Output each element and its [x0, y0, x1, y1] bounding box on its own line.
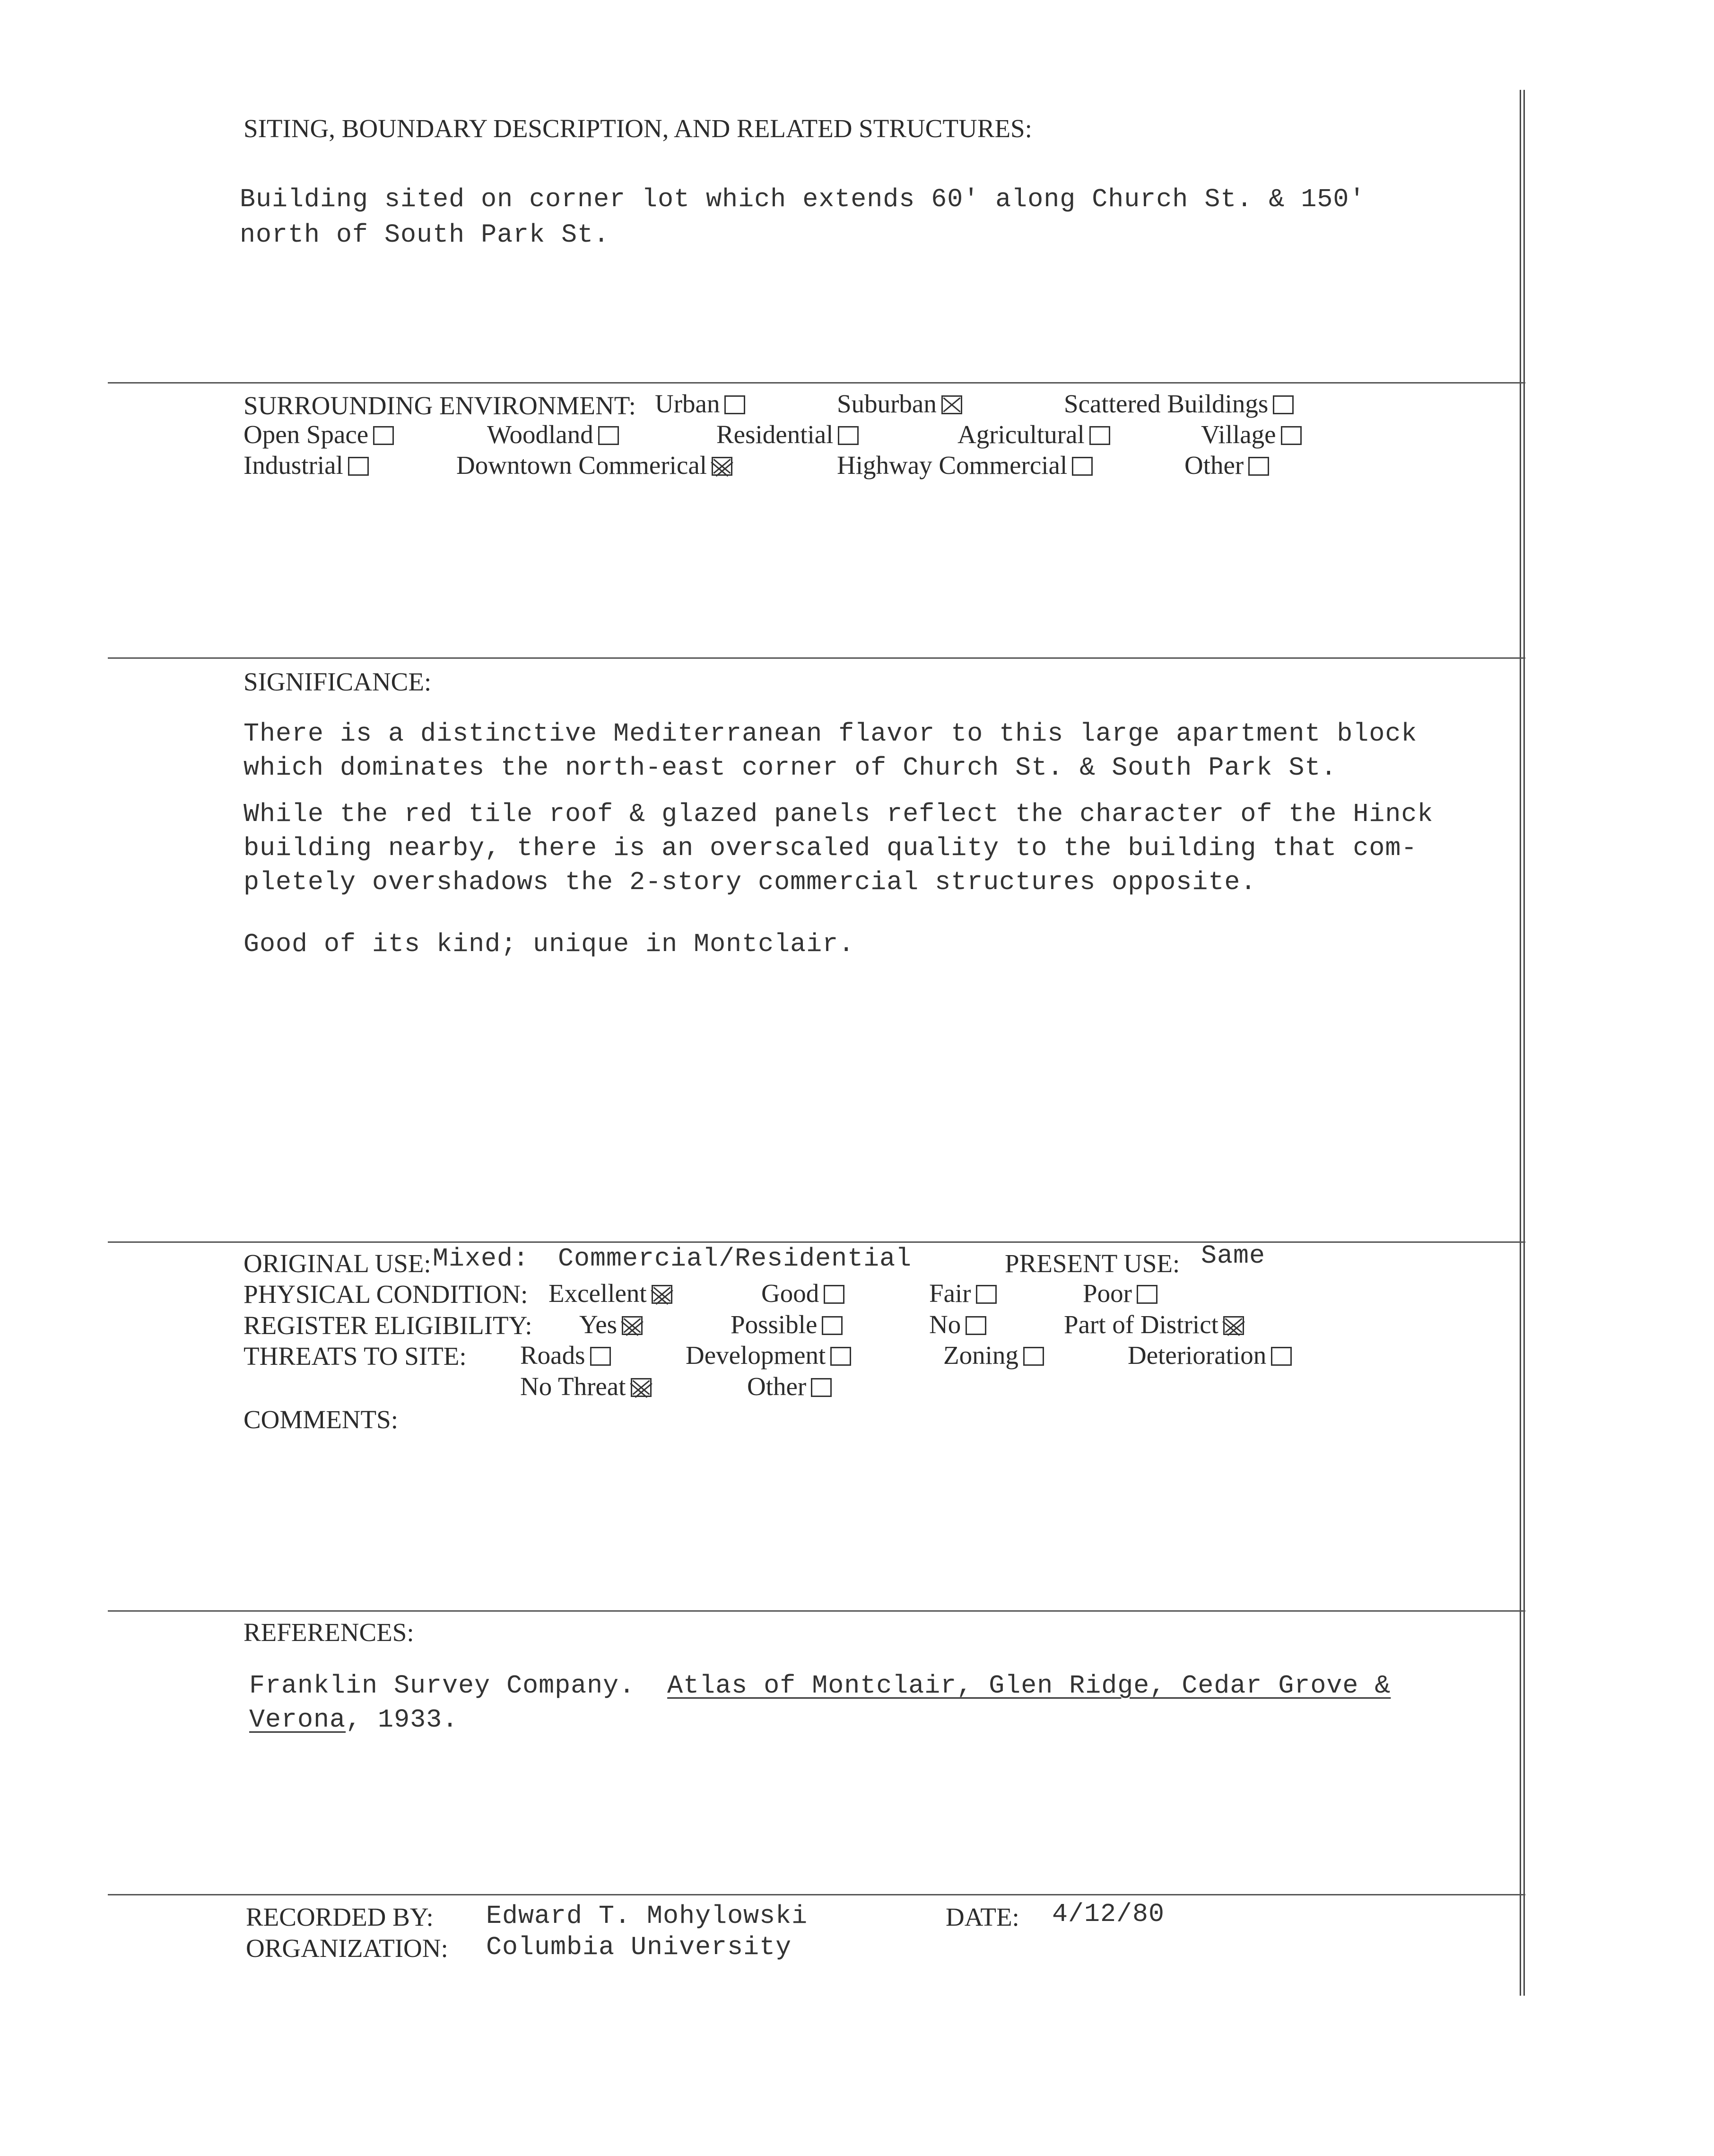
env-option-suburban — [837, 389, 962, 419]
threat-zoning — [943, 1340, 1044, 1370]
deterioration-checkbox[interactable] — [1271, 1347, 1292, 1366]
significance-p2-line-2: building nearby, there is an overscaled quality to the building that com- — [244, 833, 1418, 863]
env-label-highway: Highway Commercial — [837, 451, 1068, 480]
eligibility-district — [1064, 1309, 1244, 1339]
threat-roads — [520, 1340, 611, 1370]
eligibility-label-no: No — [929, 1310, 961, 1339]
env-label-open-space: Open Space — [244, 420, 369, 449]
section-divider — [108, 1894, 1525, 1895]
eligibility-possible — [731, 1309, 843, 1339]
env-label-downtown: Downtown Commerical — [456, 451, 707, 480]
reference-author: Franklin Survey Company. — [249, 1671, 635, 1701]
significance-p1-line-2: which dominates the north-east corner of Church St. & South Park St. — [244, 753, 1337, 783]
zoning-checkbox[interactable] — [1023, 1347, 1044, 1366]
woodland-checkbox[interactable] — [598, 426, 619, 445]
section-divider — [108, 382, 1525, 384]
threat-other-checkbox[interactable] — [811, 1378, 832, 1397]
eligibility-label-district: Part of District — [1064, 1310, 1218, 1339]
open-space-checkbox[interactable] — [373, 426, 394, 445]
industrial-checkbox[interactable] — [348, 457, 369, 476]
env-label-urban: Urban — [655, 389, 720, 418]
eligibility-no — [929, 1309, 986, 1339]
condition-fair — [929, 1278, 997, 1308]
original-use-label: ORIGINAL USE: — [244, 1249, 431, 1278]
comments-label: COMMENTS: — [244, 1405, 398, 1434]
threat-deterioration — [1128, 1340, 1292, 1370]
env-option-highway — [837, 450, 1093, 480]
date-label: DATE: — [946, 1903, 1019, 1931]
agricultural-checkbox[interactable] — [1089, 426, 1110, 445]
significance-p1-line-1: There is a distinctive Mediterranean flavor to this large apartment block — [244, 719, 1418, 749]
threat-no-threat — [520, 1371, 652, 1401]
env-label-agricultural: Agricultural — [957, 420, 1085, 449]
right-margin-rule-inner — [1523, 90, 1525, 1996]
env-label-suburban: Suburban — [837, 389, 937, 418]
scattered-buildings-checkbox[interactable] — [1273, 395, 1294, 414]
fair-checkbox[interactable] — [976, 1285, 997, 1304]
downtown-commercial-checkbox[interactable] — [712, 457, 732, 476]
roads-checkbox[interactable] — [590, 1347, 611, 1366]
right-margin-rule — [1520, 90, 1521, 1996]
threats-label: THREATS TO SITE: — [244, 1342, 467, 1370]
excellent-checkbox[interactable] — [652, 1285, 672, 1304]
condition-label: PHYSICAL CONDITION: — [244, 1280, 528, 1309]
threat-label-deterioration: Deterioration — [1128, 1341, 1267, 1370]
threat-label-development: Development — [686, 1341, 826, 1370]
eligibility-label: REGISTER ELIGIBILITY: — [244, 1311, 532, 1340]
env-label-industrial: Industrial — [244, 451, 343, 480]
date-value: 4/12/80 — [1052, 1899, 1165, 1929]
env-option-open-space — [244, 419, 394, 449]
eligibility-label-yes: Yes — [579, 1310, 618, 1339]
yes-checkbox[interactable] — [622, 1316, 643, 1335]
eligibility-label-possible: Possible — [731, 1310, 818, 1339]
condition-label-fair: Fair — [929, 1279, 971, 1308]
recorded-by-value: Edward T. Mohylowski — [486, 1901, 808, 1931]
condition-poor — [1083, 1278, 1157, 1308]
env-label-residential: Residential — [716, 420, 834, 449]
condition-label-poor: Poor — [1083, 1279, 1132, 1308]
reference-title-a: Atlas of Montclair, Glen Ridge, Cedar Grove & — [667, 1671, 1391, 1701]
env-option-other — [1184, 450, 1269, 480]
threat-label-other: Other — [747, 1372, 807, 1401]
env-option-scattered — [1064, 389, 1294, 419]
condition-label-good: Good — [761, 1279, 819, 1308]
eligibility-yes — [579, 1309, 643, 1339]
condition-good — [761, 1278, 844, 1308]
poor-checkbox[interactable] — [1137, 1285, 1157, 1304]
significance-heading: SIGNIFICANCE: — [244, 667, 432, 696]
env-option-urban — [655, 389, 745, 419]
no-threat-checkbox[interactable] — [631, 1378, 652, 1397]
present-use-value: Same — [1201, 1241, 1266, 1271]
possible-checkbox[interactable] — [822, 1316, 843, 1335]
env-other-checkbox[interactable] — [1248, 457, 1269, 476]
reference-entry-line-1 — [249, 1671, 1391, 1701]
env-option-industrial — [244, 450, 369, 480]
siting-text-line-2: north of South Park St. — [240, 220, 610, 250]
siting-heading: SITING, BOUNDARY DESCRIPTION, AND RELATED STRUCTURES: — [244, 114, 1032, 143]
threat-label-roads: Roads — [520, 1341, 585, 1370]
references-heading: REFERENCES: — [244, 1618, 414, 1647]
siting-text-line-1: Building sited on corner lot which extends 60' along Church St. & 150' — [240, 184, 1366, 214]
reference-entry-line-2 — [249, 1705, 458, 1735]
env-option-village — [1201, 419, 1302, 449]
env-option-woodland — [487, 419, 619, 449]
threat-label-zoning: Zoning — [943, 1341, 1018, 1370]
highway-commercial-checkbox[interactable] — [1072, 457, 1093, 476]
condition-excellent — [548, 1278, 672, 1308]
reference-year: , 1933. — [346, 1705, 459, 1735]
condition-label-excellent: Excellent — [548, 1279, 647, 1308]
suburban-checkbox[interactable] — [941, 395, 962, 414]
env-label-other: Other — [1184, 451, 1244, 480]
recorded-by-label: RECORDED BY: — [246, 1903, 434, 1931]
part-of-district-checkbox[interactable] — [1223, 1316, 1244, 1335]
env-option-agricultural — [957, 419, 1110, 449]
organization-value: Columbia University — [486, 1932, 792, 1962]
no-checkbox[interactable] — [966, 1316, 986, 1335]
threat-label-no-threat: No Threat — [520, 1372, 626, 1401]
env-option-downtown — [456, 450, 732, 480]
development-checkbox[interactable] — [830, 1347, 851, 1366]
organization-label: ORGANIZATION: — [246, 1934, 448, 1963]
threat-other — [747, 1371, 832, 1401]
section-divider — [108, 1241, 1525, 1243]
village-checkbox[interactable] — [1281, 426, 1302, 445]
original-use-value-b: Commercial/Residential — [558, 1244, 912, 1274]
good-checkbox[interactable] — [824, 1285, 844, 1304]
present-use-label: PRESENT USE: — [1005, 1249, 1180, 1278]
env-label-village: Village — [1201, 420, 1276, 449]
threat-development — [686, 1340, 851, 1370]
reference-title-b: Verona — [249, 1705, 346, 1735]
section-divider — [108, 1610, 1525, 1612]
env-label-woodland: Woodland — [487, 420, 593, 449]
env-label-scattered: Scattered Buildings — [1064, 389, 1269, 418]
residential-checkbox[interactable] — [838, 426, 859, 445]
significance-p2-line-3: pletely overshadows the 2-story commercial structures opposite. — [244, 867, 1257, 897]
environment-heading: SURROUNDING ENVIRONMENT: — [244, 391, 636, 420]
env-option-residential — [716, 419, 859, 449]
section-divider — [108, 657, 1525, 659]
urban-checkbox[interactable] — [724, 395, 745, 414]
significance-p2-line-1: While the red tile roof & glazed panels reflect the character of the Hinck — [244, 799, 1434, 829]
original-use-value-a: Mixed: — [433, 1244, 530, 1274]
significance-p3: Good of its kind; unique in Montclair. — [244, 929, 855, 959]
